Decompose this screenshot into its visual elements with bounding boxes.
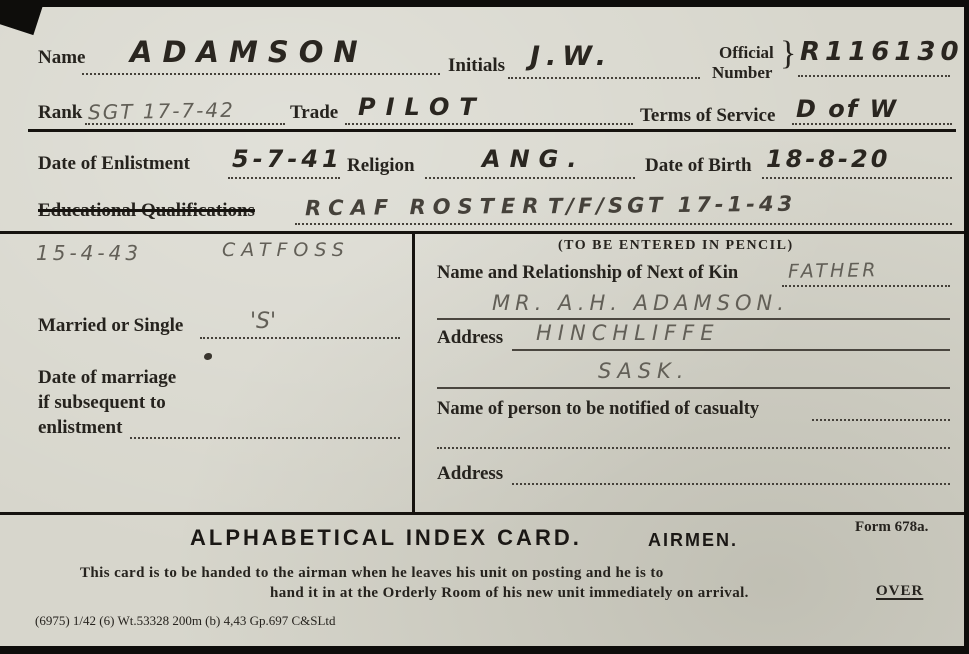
nok-address-label: Address xyxy=(437,327,504,348)
enlistment-value: 5-7-41 xyxy=(232,145,343,173)
official-brace: } xyxy=(780,35,797,72)
religion-value: ANG. xyxy=(482,145,586,173)
religion-label: Religion xyxy=(347,155,415,176)
address2-underline xyxy=(512,483,950,485)
enlistment-underline xyxy=(228,177,340,179)
initials-label: Initials xyxy=(448,55,506,76)
married-or-single-label: Married or Single xyxy=(38,315,184,336)
ink-blot xyxy=(204,353,212,360)
scan-edge-right xyxy=(964,0,969,654)
scan-edge-bottom xyxy=(0,646,969,654)
official-underline xyxy=(798,75,950,77)
entry-station-value: CATFOSS xyxy=(222,239,350,261)
rank-label: Rank xyxy=(38,102,83,123)
casualty-underline-full xyxy=(437,447,950,449)
print-code: (6975) 1/42 (6) Wt.53328 200m (b) 4,43 Gp.697 C&SLtd xyxy=(35,613,336,628)
divider-rule-1 xyxy=(28,129,956,132)
marriage-underline xyxy=(130,437,400,439)
terms-underline xyxy=(792,123,952,125)
nok-relation-underline xyxy=(782,285,950,287)
initials-underline xyxy=(508,77,700,79)
divider-rule-3 xyxy=(0,512,964,515)
column-divider xyxy=(412,234,415,512)
casualty-underline-tail xyxy=(812,419,950,421)
trade-label: Trade xyxy=(290,102,339,123)
nok-address-line2-value: SASK. xyxy=(598,359,690,383)
name-label: Name xyxy=(38,47,86,68)
marriage-line-2: if subsequent to xyxy=(38,392,166,413)
official-number-value: R116130 xyxy=(800,37,964,67)
married-value: 'S' xyxy=(250,309,277,334)
birth-underline xyxy=(762,177,952,179)
eduq-underline xyxy=(295,223,952,225)
eduq-value-1: RCAF ROSTER xyxy=(304,193,546,221)
name-underline xyxy=(82,73,440,75)
instruction-line-1: This card is to be handed to the airman when he leaves his unit on posting and he is to xyxy=(80,565,664,581)
rank-value: SGT 17-7-42 xyxy=(87,97,236,125)
name-value: ADAMSON xyxy=(130,35,368,69)
index-card xyxy=(0,7,964,646)
entry-date-value: 15-4-43 xyxy=(36,241,143,265)
divider-rule-2 xyxy=(0,231,964,234)
scan-edge-top xyxy=(0,0,969,7)
card-title: ALPHABETICAL INDEX CARD. xyxy=(190,525,582,550)
official-label-line2: Number xyxy=(712,63,773,82)
enlistment-label: Date of Enlistment xyxy=(38,153,190,174)
marriage-line-1: Date of marriage xyxy=(38,367,177,388)
religion-underline xyxy=(425,177,635,179)
married-underline xyxy=(200,337,400,339)
casualty-label: Name of person to be notified of casualty xyxy=(437,399,760,419)
address2-label: Address xyxy=(437,463,504,484)
terms-label: Terms of Service xyxy=(640,105,776,126)
form-number: Form 678a. xyxy=(855,519,929,535)
nok-name-value: MR. A.H. ADAMSON. xyxy=(492,291,789,315)
nok-name-underline xyxy=(437,318,950,320)
educational-qualifications-label: Educational Qualifications xyxy=(38,200,255,221)
pencil-note: (TO BE ENTERED IN PENCIL) xyxy=(558,238,794,253)
instruction-line-2: hand it in at the Orderly Room of his new unit immediately on arrival. xyxy=(270,585,749,601)
nok-address-line1-value: HINCHLIFFE xyxy=(536,321,720,345)
next-of-kin-label: Name and Relationship of Next of Kin xyxy=(437,263,739,283)
terms-value: D of W xyxy=(796,95,899,123)
official-label-line1: Official xyxy=(719,43,774,62)
birth-label: Date of Birth xyxy=(645,155,752,176)
over-label: OVER xyxy=(876,583,924,599)
card-subtitle: AIRMEN. xyxy=(648,530,738,550)
marriage-line-3: enlistment xyxy=(38,417,123,438)
trade-underline xyxy=(345,123,633,125)
nok-address-underline-1 xyxy=(512,349,950,351)
initials-value: J.W. xyxy=(530,41,612,72)
eduq-value-2: T/F/SGT 17-1-43 xyxy=(547,191,797,219)
trade-value: PILOT xyxy=(358,93,486,121)
nok-relation-value: FATHER xyxy=(787,259,879,283)
birth-value: 18-8-20 xyxy=(766,145,891,173)
nok-address-underline-2 xyxy=(437,387,950,389)
